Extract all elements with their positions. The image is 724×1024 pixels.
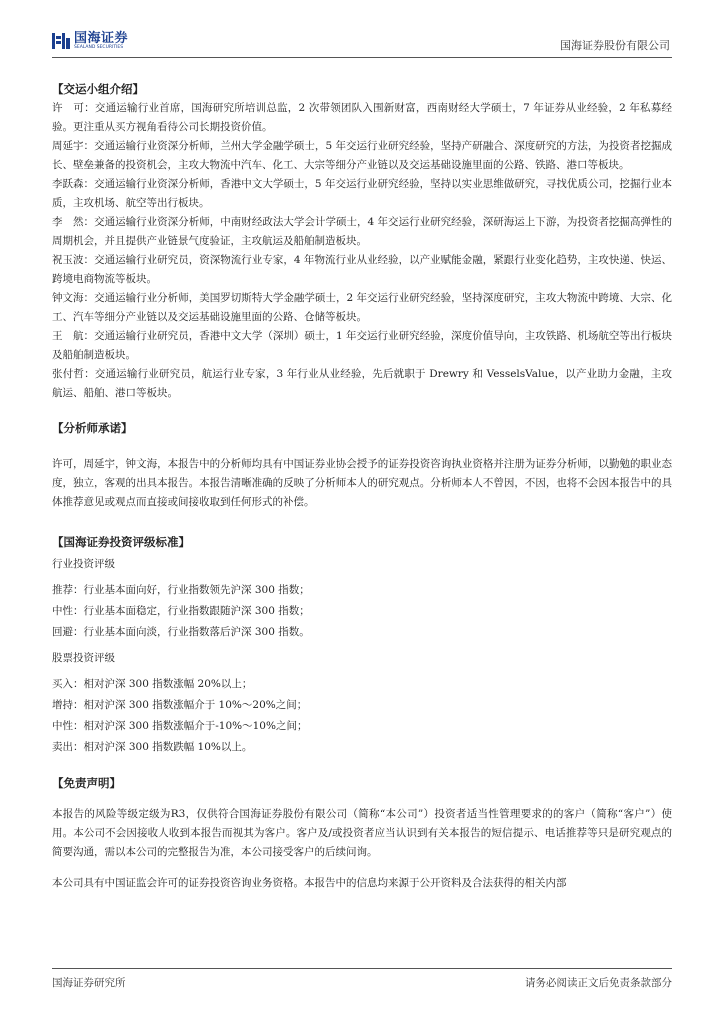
team-member: 李跃森：交通运输行业资深分析师，香港中文大学硕士，5 年交运行业研究经验，坚持以实业思维做研究，寻找优质公司，挖掘行业本质，主攻机场、航空等出行板块。: [52, 178, 672, 209]
team-member: 李 然：交通运输行业资深分析师，中南财经政法大学会计学硕士，4 年交运行业研究经验，深研海运上下游，为投资者挖掘高弹性的周期机会，并且提供产业链景气度验证，主攻航运及船舶制造板块。: [52, 216, 672, 247]
page-footer: [52, 968, 672, 989]
stock-rating-item: 卖出：相对沪深 300 指数跌幅 10%以上。: [52, 741, 253, 753]
logo-en-text: SEALAND SECURITIES: [74, 45, 124, 50]
industry-rating-item: 中性：行业基本面稳定，行业指数跟随沪深 300 指数；: [52, 605, 310, 617]
commitment-title: 【分析师承诺】: [52, 421, 133, 435]
team-member: 周延宇：交通运输行业资深分析师，兰州大学金融学硕士，5 年交运行业研究经验，坚持产研融合、深度研究的方法，为投资者挖掘成长、壁垒兼备的投资机会，主攻大物流中汽车、化工、大宗等细分产业链以及交运基础设施里面的公路、铁路、港口等板块。: [52, 140, 672, 171]
company-name: 国海证券股份有限公司: [560, 39, 670, 52]
sealand-logo-icon: [52, 33, 70, 49]
team-member: 张付哲：交通运输行业研究员，航运行业专家，3 年行业从业经验，先后就职于 Drewry 和 VesselsValue，以产业助力金融，主攻航运、船舶、港口等板块。: [52, 368, 672, 399]
industry-rating-title: 行业投资评级: [52, 558, 115, 570]
stock-rating-item: 增持：相对沪深 300 指数涨幅介于 10%～20%之间；: [52, 699, 308, 711]
disclaimer-para: 本报告的风险等级定级为R3，仅供符合国海证券股份有限公司（简称“本公司”）投资者适当性管理要求的的客户（简称“客户”）使用。本公司不会因接收人收到本报告而视其为客户。客户及/或投资者应当认识到有关本报告的短信提示、电话推荐等只是研究观点的简要沟通，需以本公司的完整报告为准，本公司接受客户的后续问询。: [52, 808, 672, 858]
report-content: [52, 80, 672, 893]
disclaimer-title: 【免责声明】: [52, 776, 121, 790]
company-logo: [52, 32, 128, 51]
stock-rating-title: 股票投资评级: [52, 652, 115, 664]
team-member: 钟文海：交通运输行业分析师，美国罗切斯特大学金融学硕士，2 年交运行业研究经验，坚持深度研究，主攻大物流中跨境、大宗、化工、汽车等细分产业链以及交运基础设施里面的公路、仓储等板块。: [52, 292, 672, 323]
team-member: 王 航：交通运输行业研究员，香港中文大学（深圳）硕士，1 年交运行业研究经验，深度价值导向，主攻铁路、机场航空等出行板块及船舶制造板块。: [52, 330, 672, 361]
stock-rating-item: 买入：相对沪深 300 指数涨幅 20%以上；: [52, 678, 253, 690]
logo-cn-text: 国海证券: [74, 31, 129, 46]
disclaimer-para: 本公司具有中国证监会许可的证券投资咨询业务资格。本报告中的信息均来源于公开资料及合法获得的相关内部: [52, 877, 567, 889]
team-member: 祝玉波：交通运输行业研究员，资深物流行业专家，4 年物流行业从业经验，以产业赋能金融，紧跟行业变化趋势，主攻快递、快运、跨境电商物流等板块。: [52, 254, 672, 285]
page-header: [52, 28, 672, 58]
industry-rating-item: 回避：行业基本面向淡，行业指数落后沪深 300 指数。: [52, 626, 310, 638]
rating-title: 【国海证券投资评级标准】: [52, 535, 190, 549]
footer-institute: 国海证券研究所: [52, 977, 126, 989]
footer-notice: 请务必阅读正文后免责条款部分: [525, 977, 672, 989]
commitment-text: 许可，周延宇，钟文海，本报告中的分析师均具有中国证券业协会授予的证券投资咨询执业资格并注册为证券分析师，以勤勉的职业态度，独立，客观的出具本报告。本报告清晰准确的反映了分析师本人的研究观点。分析师本人不曾因，不因，也将不会因本报告中的具体推荐意见或观点而直接或间接收取到任何形式的补偿。: [52, 458, 672, 508]
stock-rating-item: 中性：相对沪深 300 指数涨幅介于-10%～10%之间；: [52, 720, 308, 732]
team-intro-title: 【交运小组介绍】: [52, 82, 144, 96]
industry-rating-item: 推荐：行业基本面向好，行业指数领先沪深 300 指数；: [52, 584, 310, 596]
team-member: 许 可：交通运输行业首席，国海研究所培训总监，2 次带领团队入围新财富，西南财经大学硕士，7 年证券从业经验，2 年私募经验。更注重从买方视角看待公司长期投资价值。: [52, 102, 672, 133]
